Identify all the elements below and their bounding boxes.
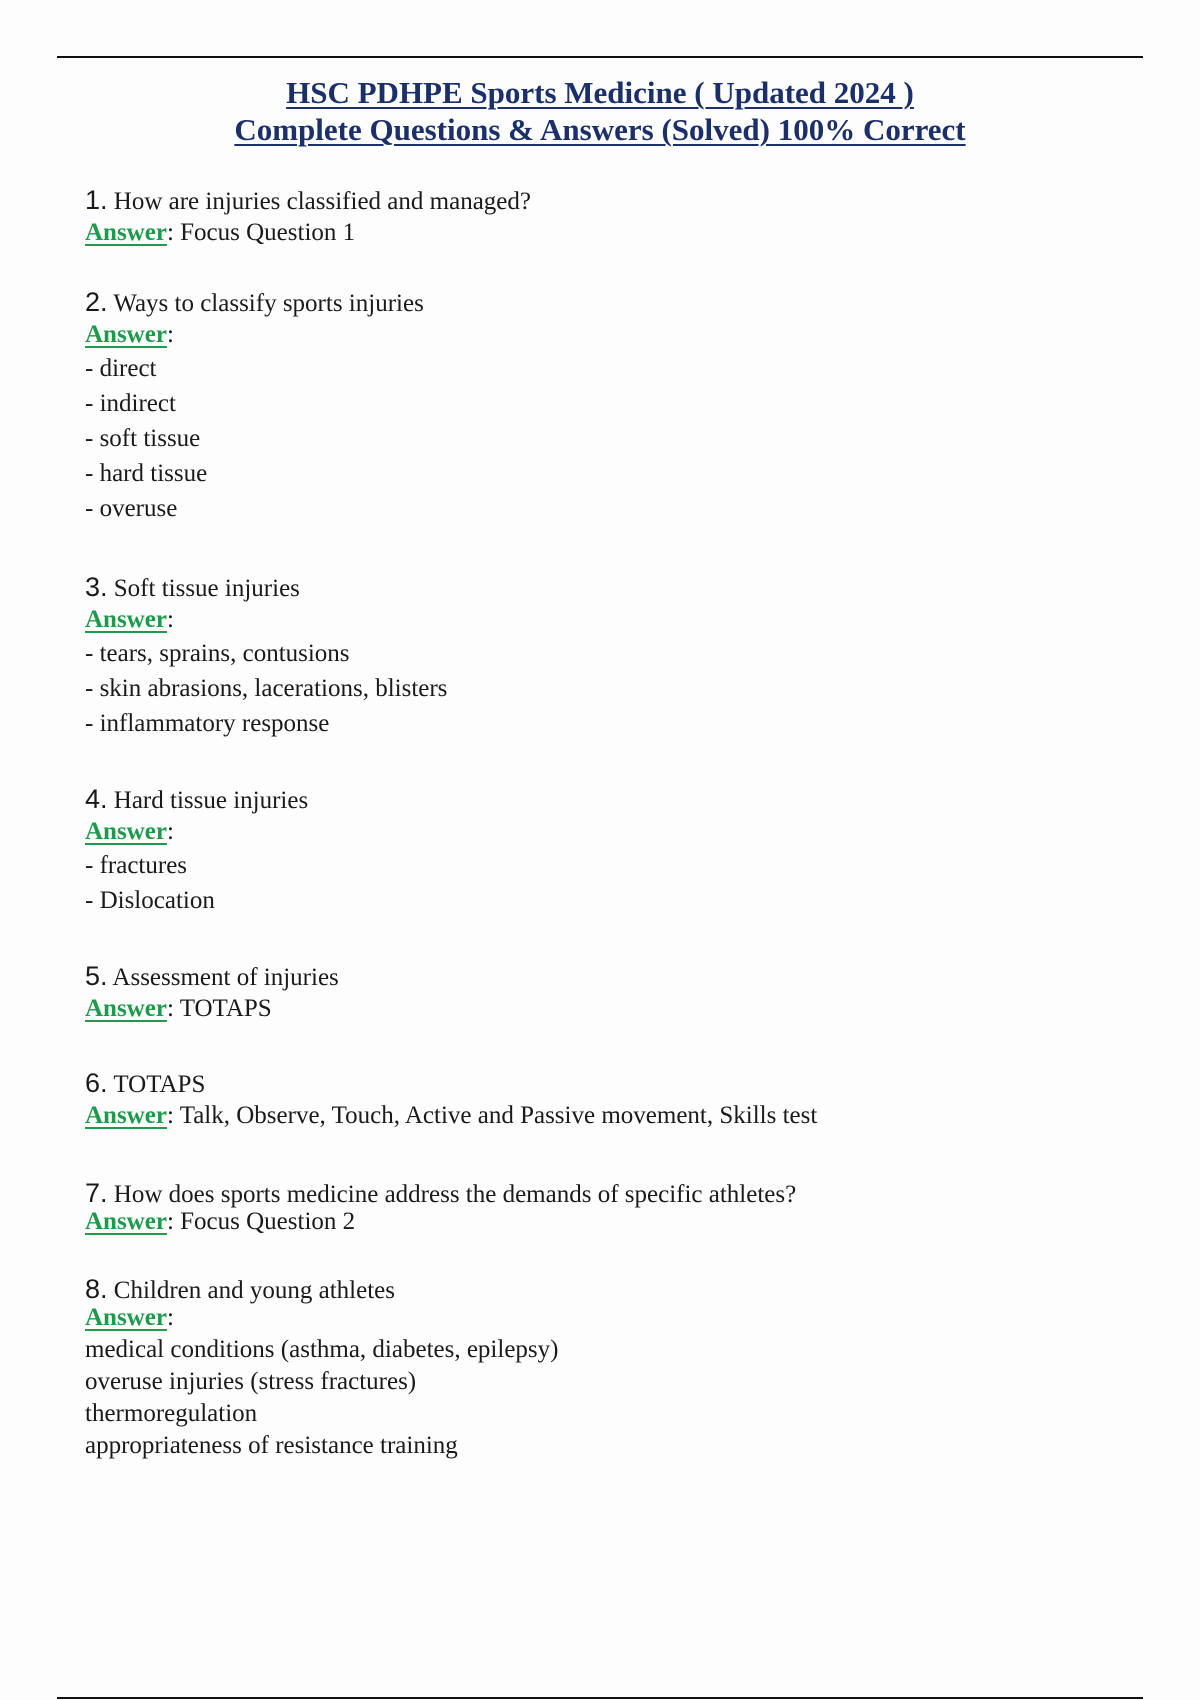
- answer-item: medical conditions (asthma, diabetes, epilepsy): [85, 1336, 559, 1363]
- question-number: 1.: [85, 185, 108, 215]
- answer-label: Answer: [85, 995, 167, 1022]
- question-block-6: 6. TOTAPS Answer: Talk, Observe, Touch, Active and Passive movement, Skills test: [85, 1068, 818, 1129]
- question-number: 2.: [85, 287, 108, 317]
- question-number: 5.: [85, 961, 108, 991]
- answer-label: Answer: [85, 1208, 167, 1235]
- top-rule: [57, 56, 1143, 58]
- question-number: 8.: [85, 1274, 108, 1304]
- question-number: 7.: [85, 1178, 108, 1208]
- answer-item: appropriateness of resistance training: [85, 1432, 458, 1459]
- answer-item: - direct: [85, 355, 157, 382]
- question-text: Assessment of injuries: [112, 964, 339, 991]
- question-block-7: 7. How does sports medicine address the demands of specific athletes? Answer: Focus Question 2: [85, 1178, 797, 1235]
- question-block-5: 5. Assessment of injuries Answer: TOTAPS: [85, 961, 339, 1022]
- answer-item: - overuse: [85, 495, 178, 522]
- title-line-2: Complete Questions & Answers (Solved) 100% Correct: [234, 112, 966, 147]
- title-line-1: HSC PDHPE Sports Medicine ( Updated 2024 ): [286, 75, 914, 110]
- question-block-8: 8. Children and young athletes Answer: medical conditions (asthma, diabetes, epilepsy) overuse injuries (stress fractures) thermoregulation appropriateness of resistance training: [85, 1272, 1125, 1462]
- question-text: TOTAPS: [113, 1071, 206, 1098]
- question-block-4: 4. Hard tissue injuries Answer: - fractures - Dislocation: [85, 782, 1125, 918]
- question-block-2: 2. Ways to classify sports injuries Answer: - direct - indirect - soft tissue - hard tissue - overuse: [85, 285, 1125, 526]
- answer-label: Answer: [85, 219, 167, 246]
- answer-label: Answer: [85, 606, 167, 633]
- bottom-rule: [57, 1697, 1143, 1699]
- answer-text: Focus Question 2: [180, 1208, 356, 1235]
- question-text: Ways to classify sports injuries: [113, 290, 424, 317]
- answer-item: - indirect: [85, 390, 176, 417]
- answer-item: - soft tissue: [85, 425, 201, 452]
- answer-item: - hard tissue: [85, 460, 208, 487]
- answer-item: thermoregulation: [85, 1400, 258, 1427]
- answer-item: overuse injuries (stress fractures): [85, 1368, 417, 1395]
- question-text: How are injuries classified and managed?: [113, 188, 531, 215]
- answer-label: Answer: [85, 818, 167, 845]
- question-number: 4.: [85, 784, 108, 814]
- answer-text: TOTAPS: [179, 995, 272, 1022]
- answer-item: - tears, sprains, contusions: [85, 640, 350, 667]
- question-text: Hard tissue injuries: [113, 787, 309, 814]
- answer-label: Answer: [85, 1102, 167, 1129]
- answer-label: Answer: [85, 321, 167, 348]
- answer-label: Answer: [85, 1304, 167, 1331]
- question-number: 6.: [85, 1068, 108, 1098]
- question-number: 3.: [85, 572, 108, 602]
- answer-item: - skin abrasions, lacerations, blisters: [85, 675, 448, 702]
- question-text: Children and young athletes: [113, 1277, 395, 1304]
- question-text: How does sports medicine address the demands of specific athletes?: [113, 1181, 797, 1208]
- question-block-1: 1. How are injuries classified and managed? Answer: Focus Question 1: [85, 185, 531, 246]
- question-block-3: 3. Soft tissue injuries Answer: - tears, sprains, contusions - skin abrasions, lacerations, blisters - inflammatory response: [85, 570, 1125, 741]
- answer-item: - Dislocation: [85, 887, 215, 914]
- answer-text: Focus Question 1: [180, 219, 356, 246]
- answer-text: Talk, Observe, Touch, Active and Passive movement, Skills test: [179, 1102, 818, 1129]
- answer-item: - inflammatory response: [85, 710, 330, 737]
- document-title: [0, 74, 1200, 148]
- answer-item: - fractures: [85, 852, 188, 879]
- question-text: Soft tissue injuries: [113, 575, 300, 602]
